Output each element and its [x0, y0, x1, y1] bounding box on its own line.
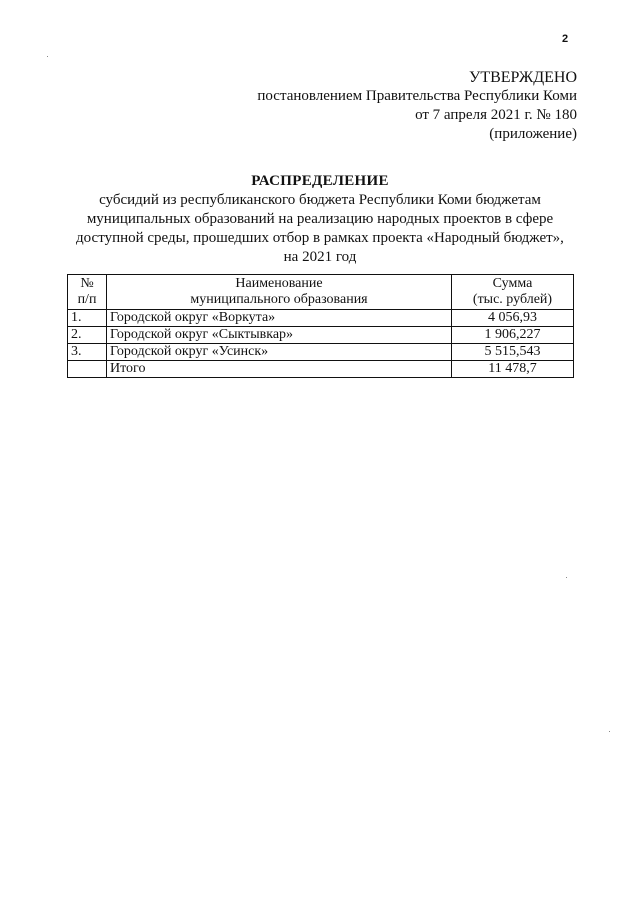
approval-appendix: (приложение) — [489, 126, 577, 142]
header-number-line-1: № — [80, 276, 94, 291]
header-sum-line-2: (тыс. рублей) — [472, 292, 553, 307]
title-line-4: на 2021 год — [283, 249, 357, 265]
approval-stamp — [257, 68, 577, 144]
page-number: 2 — [562, 33, 569, 45]
total-number — [68, 361, 107, 378]
title-heading: РАСПРЕДЕЛЕНИЕ — [251, 173, 389, 189]
table-header-row — [68, 275, 574, 310]
title-line-3: доступной среды, прошедших отбор в рамках проекта «Народный бюджет», — [76, 230, 564, 246]
scan-speck — [609, 731, 610, 732]
table-row — [68, 344, 574, 361]
row-name: Городской округ «Сыктывкар» — [107, 327, 452, 344]
header-name-line-2: муниципального образования — [190, 292, 368, 307]
row-sum: 5 515,543 — [452, 344, 574, 361]
document-title — [60, 172, 580, 267]
approval-heading: УТВЕРЖДЕНО — [468, 69, 577, 86]
scan-speck — [566, 577, 567, 578]
scan-speck — [47, 56, 48, 57]
header-sum — [452, 275, 574, 310]
row-sum: 4 056,93 — [452, 310, 574, 327]
header-number — [68, 275, 107, 310]
header-name-line-1: Наименование — [235, 276, 323, 291]
row-name: Городской округ «Воркута» — [107, 310, 452, 327]
row-name: Городской округ «Усинск» — [107, 344, 452, 361]
table-row — [68, 310, 574, 327]
row-sum: 1 906,227 — [452, 327, 574, 344]
header-name — [107, 275, 452, 310]
approval-decree: постановлением Правительства Республики Коми — [257, 88, 577, 104]
total-sum: 11 478,7 — [452, 361, 574, 378]
distribution-table — [67, 274, 574, 378]
row-number: 2. — [68, 327, 107, 344]
header-number-line-2: п/п — [77, 292, 97, 307]
header-sum-line-1: Сумма — [492, 276, 533, 291]
approval-date: от 7 апреля 2021 г. № 180 — [415, 107, 577, 123]
title-line-1: субсидий из республиканского бюджета Республики Коми бюджетам — [99, 192, 541, 208]
row-number: 1. — [68, 310, 107, 327]
title-line-2: муниципальных образований на реализацию народных проектов в сфере — [86, 211, 554, 227]
row-number: 3. — [68, 344, 107, 361]
table-row — [68, 327, 574, 344]
table-total-row — [68, 361, 574, 378]
total-label: Итого — [107, 361, 452, 378]
